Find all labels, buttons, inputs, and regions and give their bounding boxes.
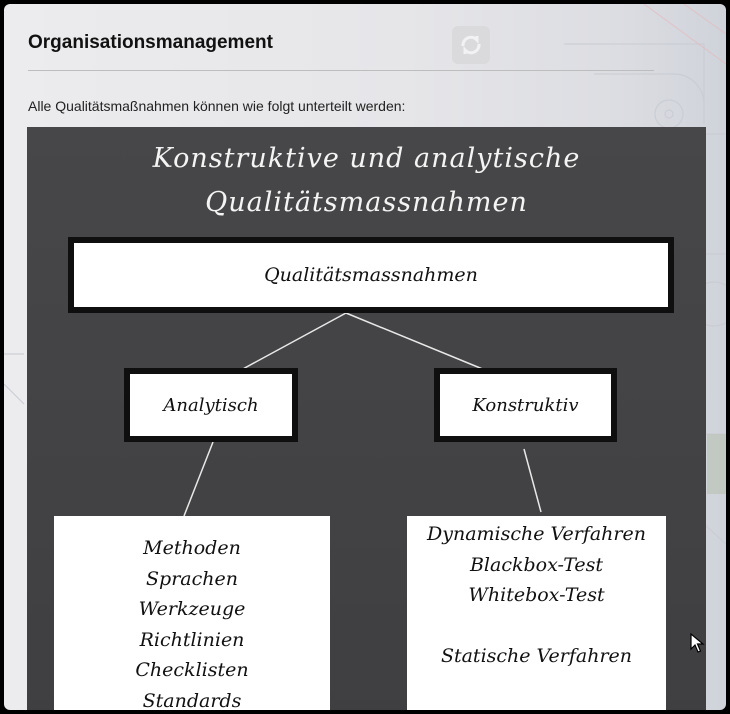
list-item: Blackbox-Test xyxy=(469,553,604,576)
title-divider xyxy=(28,70,654,71)
connector-root-right xyxy=(346,313,485,370)
connector-root-left xyxy=(241,313,346,370)
list-item: Werkzeuge xyxy=(138,598,246,620)
list-item: Checklisten xyxy=(135,659,249,681)
diagram-title-line2: Qualitätsmassnahmen xyxy=(205,187,528,218)
page-title: Organisationsmanagement xyxy=(28,32,273,53)
analytisch-node-label: Analytisch xyxy=(163,394,259,416)
content-window xyxy=(4,4,726,710)
diagram-title-line1: Konstruktive und analytische xyxy=(152,143,581,174)
analytisch-node xyxy=(124,368,298,442)
list-item: Statische Verfahren xyxy=(440,645,633,667)
analytisch-list xyxy=(54,516,330,710)
konstruktiv-list xyxy=(407,516,666,710)
konstruktiv-node-label: Konstruktiv xyxy=(472,394,579,416)
list-item: Whitebox-Test xyxy=(468,584,605,606)
list-item: Standards xyxy=(142,689,242,710)
connector-right-list xyxy=(524,449,541,512)
list-item: Methoden xyxy=(143,537,241,559)
diagram-image xyxy=(27,127,706,710)
list-item: Richtlinien xyxy=(139,628,245,651)
mouse-cursor-icon xyxy=(690,633,706,655)
connector-left-list xyxy=(184,442,213,516)
root-node-label: Qualitätsmassnahmen xyxy=(264,264,478,286)
intro-text: Alle Qualitätsmaßnahmen können wie folgt unterteilt werden: xyxy=(28,98,406,114)
list-item: Sprachen xyxy=(146,567,238,590)
konstruktiv-node xyxy=(434,368,617,442)
refresh-icon xyxy=(452,26,490,64)
list-item: Dynamische Verfahren xyxy=(426,523,646,545)
root-node xyxy=(68,237,674,313)
